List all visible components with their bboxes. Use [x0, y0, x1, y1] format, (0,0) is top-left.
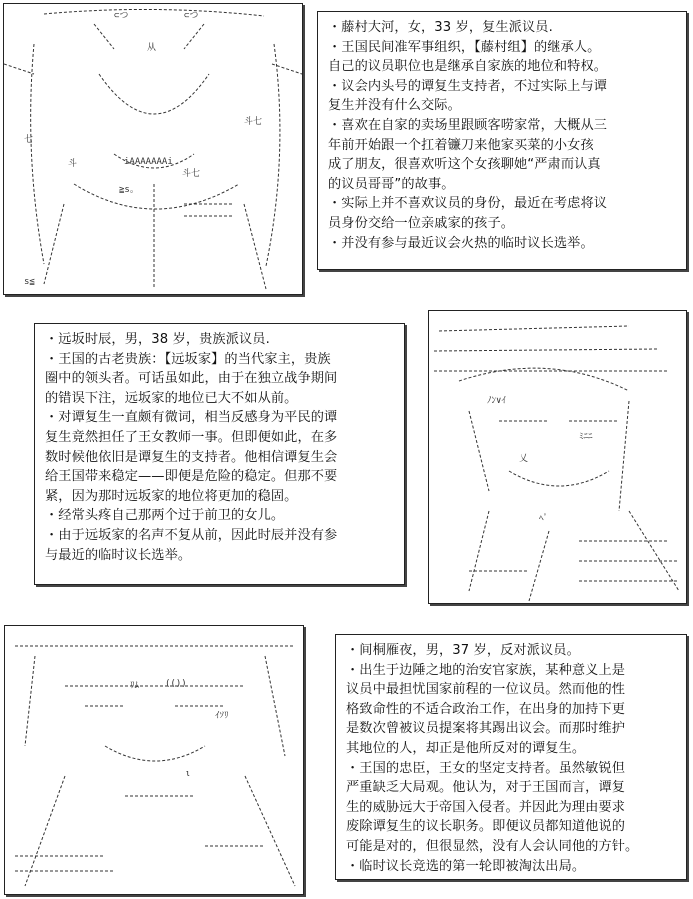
magiri-glyph-4: (())	[165, 679, 187, 689]
profile-line: ・临时议长竞选的第一轮即被淘汰出局。	[346, 858, 586, 874]
magiri-glyph-1: ﾘﾑ	[130, 681, 140, 691]
tohsaka-glyph-4: ﾍﾟ	[539, 514, 549, 524]
fujimura-ascii-art	[3, 3, 303, 295]
profile-line: ・出生于边陲之地的治安官家族，某种意义上是	[346, 662, 626, 678]
profile-line: 年前开始跟一个扛着镰刀来他家买菜的小女孩	[328, 137, 594, 153]
profile-line: 格致命性的不适合政治工作，在出身的加持下更	[346, 701, 626, 717]
tiger-cheek-right: 斗七	[244, 117, 263, 127]
tiger-cheek-left: 七	[24, 135, 34, 145]
tiger-mark: 从	[147, 43, 157, 53]
tiger-teeth: iAAAAAAAi	[124, 157, 173, 167]
tohsaka-profile-box	[34, 323, 405, 585]
tohsaka-glyph-2: ﾐﾆﾆ	[579, 432, 593, 442]
profile-line: 生的威胁远大于帝国入侵者。并因此为理由要求	[346, 799, 626, 815]
profile-line: 的议员哥哥”的故事。	[328, 176, 455, 192]
profile-line: ・远坂时辰，男，38 岁，贵族派议员.	[45, 332, 270, 347]
profile-line: ・间桐雁夜，男，37 岁，反对派议员。	[346, 643, 580, 658]
profile-line: 自己的议员职位也是继承自家族的地位和特权。	[328, 59, 608, 75]
magiri-profile-box	[335, 634, 687, 880]
fujimura-drawing	[4, 4, 302, 294]
profile-line: 紧，因为那时远坂家的地位将更加的稳固。	[45, 488, 298, 504]
profile-line: ・经常头疼自己那两个过于前卫的女儿。	[45, 508, 285, 524]
tiger-eyes: ⊂つ	[114, 11, 129, 21]
tiger-glyph-s: ≧s。	[119, 185, 139, 195]
profile-line: ・对谭复生一直颇有微词，相当反感身为平民的谭	[45, 410, 338, 426]
magiri-drawing	[5, 626, 303, 894]
fujimura-profile-box	[317, 11, 687, 270]
profile-line: ・实际上并不喜欢议员的身份，最近在考虑将议	[328, 196, 608, 212]
profile-line: 复生并没有什么交际。	[328, 98, 461, 114]
tohsaka-drawing	[429, 311, 686, 603]
profile-line: ・喜欢在自家的卖场里跟顾客唠家常，大概从三	[328, 117, 608, 133]
magiri-ascii-art	[4, 625, 304, 895]
magiri-glyph-3: ι	[185, 769, 191, 779]
profile-line: 成了朋友，很喜欢听这个女孩聊她“严肃而认真	[328, 157, 601, 173]
profile-line: 员身份交给一位亲戚家的孩子。	[328, 215, 515, 231]
profile-line: ・议会内头号的谭复生支持者，不过实际上与谭	[328, 78, 608, 94]
profile-line: 数时候他依旧是谭复生的支持者。他相信谭复生会	[45, 449, 338, 465]
tohsaka-ascii-art	[428, 310, 687, 604]
profile-line: ・藤村大河，女，33 岁，复生派议员.	[328, 20, 553, 35]
profile-line: 可能是对的，但很显然，没有人会认同他的方针。	[346, 838, 639, 854]
profile-line: 给王国带来稳定——即便是危险的稳定。但那不要	[45, 469, 338, 485]
profile-line: 的错误下注，远坂家的地位已大不如从前。	[45, 390, 298, 406]
profile-line: ・由于远坂家的名声不复从前，因此时辰并没有参	[45, 527, 338, 543]
profile-line: 复生竟然担任了王女教师一事。但即便如此，在多	[45, 429, 338, 445]
profile-line: ・王国民间准军事组织，【藤村组】的继承人。	[328, 39, 601, 55]
profile-line: ・王国的古老贵族：【远坂家】的当代家主，贵族	[45, 351, 331, 367]
magiri-glyph-2: ｲｿﾘ	[215, 711, 229, 721]
profile-line: 废除谭复生的议长职务。即便议员都知道他说的	[346, 819, 626, 835]
tiger-glyph-s2: s≦	[24, 277, 35, 287]
profile-line: ・王国的忠臣，王女的坚定支持者。虽然敏锐但	[346, 760, 626, 776]
tohsaka-glyph-1: ﾉﾝ∨ｲ	[487, 396, 506, 406]
profile-line: ・并没有参与最近议会火热的临时议长选举。	[328, 235, 594, 251]
profile-line: 是数次曾被议员提案将其踢出议会。而那时维护	[346, 721, 626, 737]
profile-line: 议员中最担忧国家前程的一位议员。然而他的性	[346, 682, 626, 698]
tiger-cheek-mid: 斗	[68, 159, 78, 169]
tiger-side-text: 斗七	[182, 169, 201, 179]
profile-line: 圈中的领头者。可话虽如此，由于在独立战争期间	[45, 371, 338, 387]
tohsaka-glyph-3: 乂	[519, 454, 529, 464]
profile-line: 与最近的临时议长选举。	[45, 547, 192, 563]
tiger-eyes-right: ⊂つ	[184, 11, 199, 21]
profile-line: 严重缺乏大局观。他认为，对于王国而言，谭复	[346, 780, 626, 796]
profile-line: 其地位的人，却正是他所反对的谭复生。	[346, 740, 586, 756]
